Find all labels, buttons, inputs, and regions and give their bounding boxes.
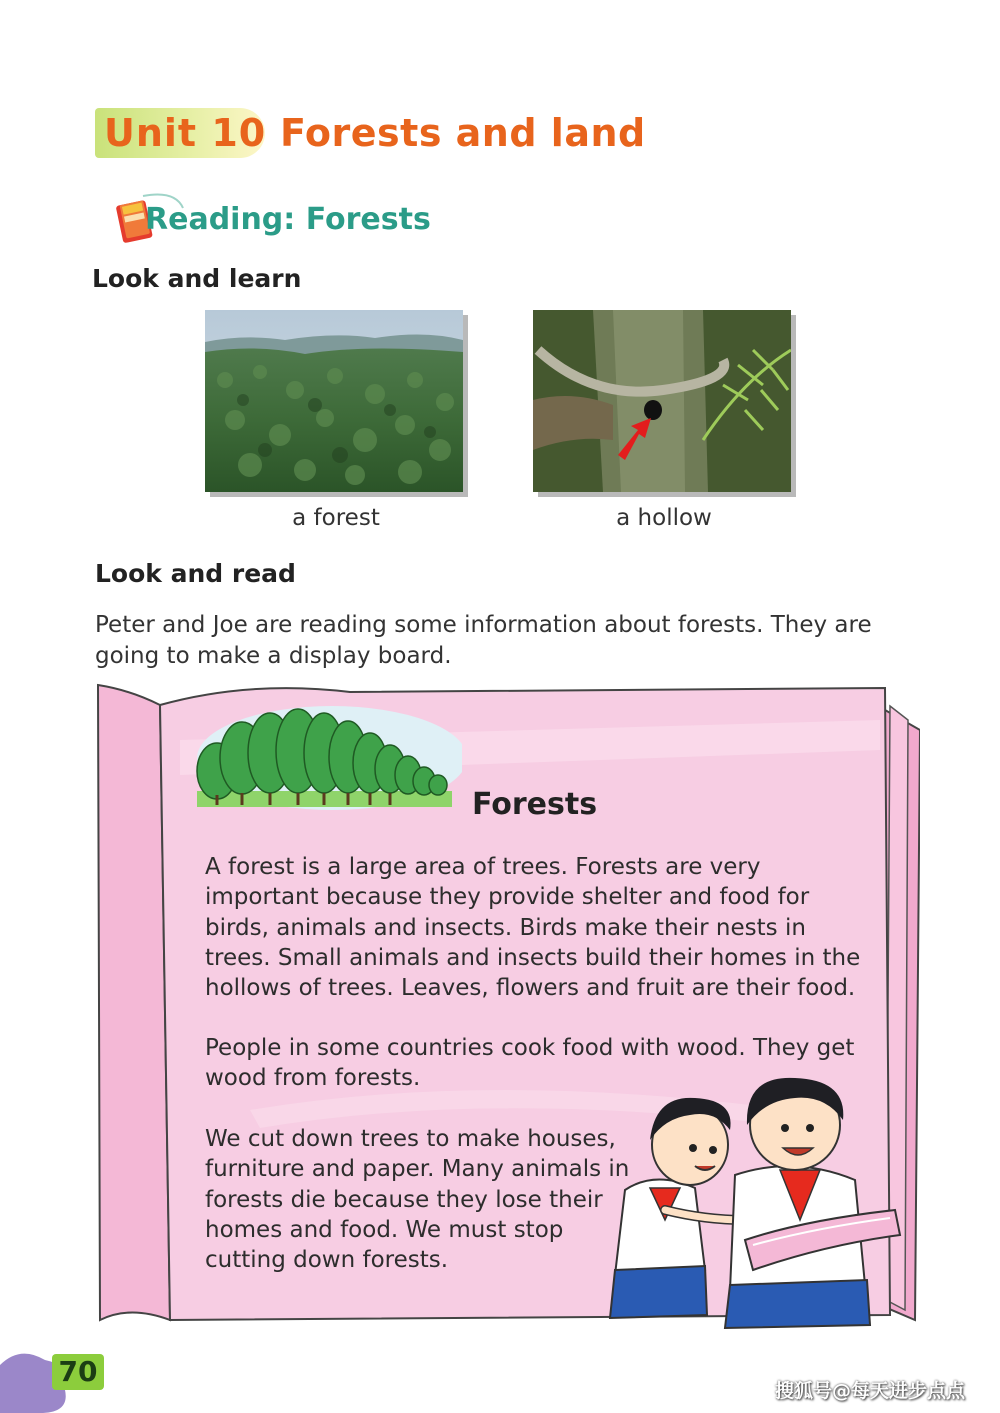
reading-heading: Reading: Forests — [145, 202, 431, 237]
hollow-caption: a hollow — [616, 505, 712, 531]
board-paragraph: We cut down trees to make houses, furniture and paper. Many animals in forests die because they lose their homes and food. We must stop cutting down forests. — [205, 1126, 630, 1274]
board-paragraph: People in some countries cook food with wood. They get wood from forests. — [205, 1035, 855, 1092]
forest-photo — [205, 310, 463, 492]
look-and-learn-heading: Look and learn — [92, 264, 302, 293]
intro-text: Peter and Joe are reading some information about forests. They are going to make a display board. — [95, 612, 872, 669]
watermark: 搜狐号@每天进步点点 — [775, 1380, 966, 1402]
board-title: Forests — [472, 787, 598, 822]
boys-reading-illustration — [595, 1070, 905, 1330]
look-and-read-heading: Look and read — [95, 559, 296, 588]
trees-illustration — [192, 703, 462, 815]
page-number: 70 — [58, 1355, 98, 1388]
unit-label: Unit 10 — [104, 111, 267, 155]
hollow-photo — [533, 310, 791, 492]
forest-caption: a forest — [292, 505, 380, 531]
board-paragraph: A forest is a large area of trees. Forests are very important because they provide shelter and food for birds, animals and insects. Birds make their nests in trees. Small animals and insects build their homes in the hollows of trees. Leaves, flowers and fruit are their food. — [205, 854, 861, 1002]
unit-title: Forests and land — [280, 111, 646, 155]
